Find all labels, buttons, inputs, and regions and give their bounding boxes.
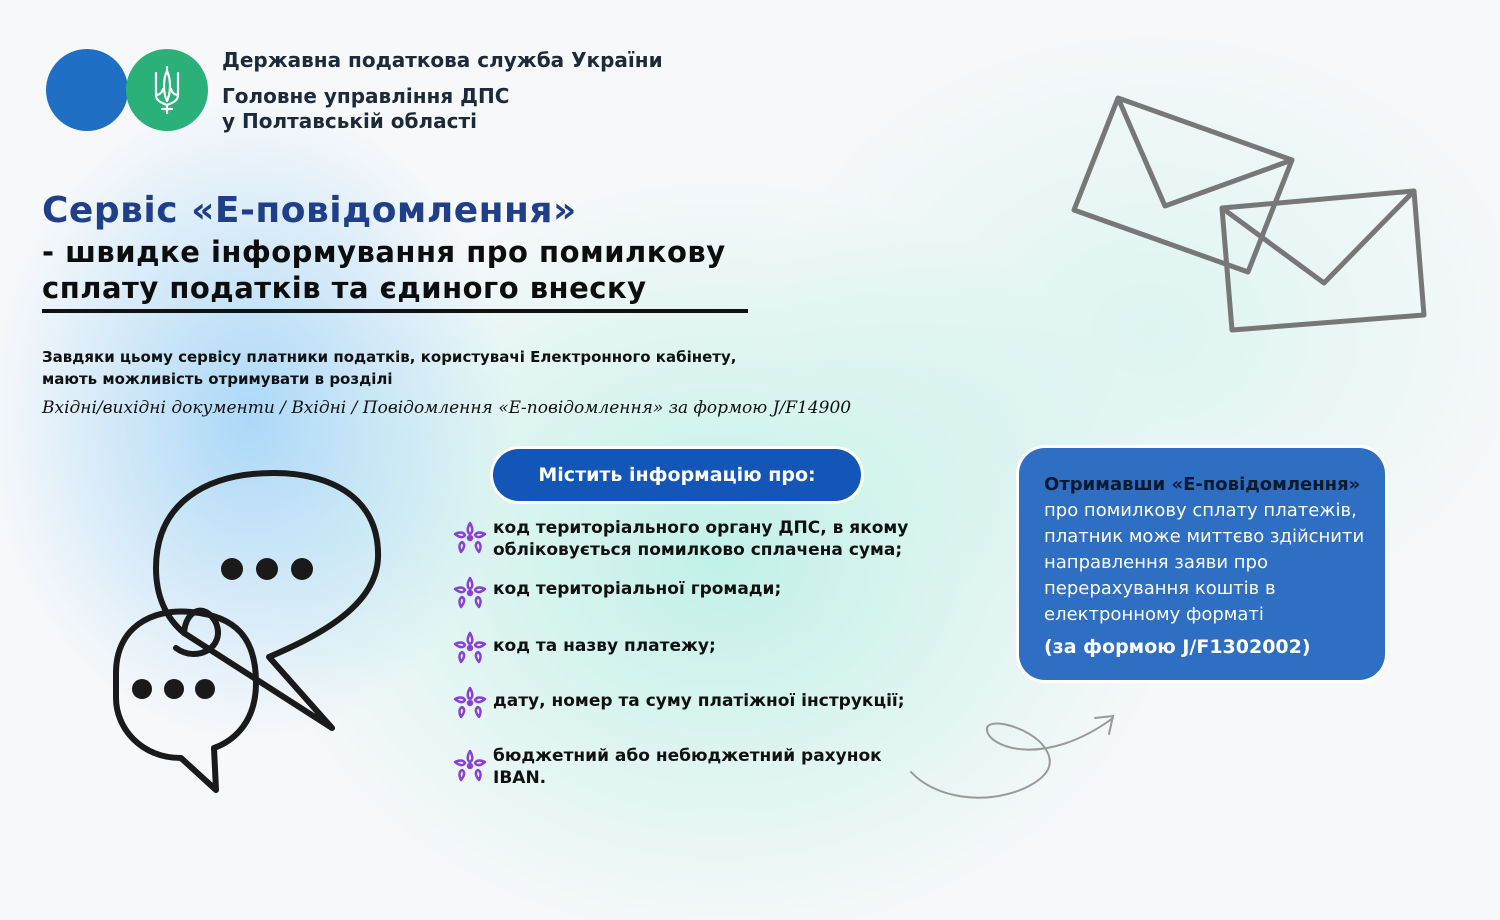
curly-arrow-icon <box>905 708 1125 808</box>
trident-icon <box>126 49 208 131</box>
org-name: Державна податкова служба України <box>222 48 663 72</box>
item-line: дату, номер та суму платіжної інструкції; <box>493 691 905 711</box>
contains-info-label: Містить інформацію про: <box>493 449 861 501</box>
info-box-line: перерахування коштів в <box>1044 578 1276 599</box>
info-box <box>1019 448 1385 680</box>
info-box-line: електронному форматі <box>1044 604 1264 625</box>
flower-bullet-icon <box>452 685 488 721</box>
chat-bubbles-icon <box>96 458 386 794</box>
info-box-line: платник може миттєво здійснити <box>1044 526 1365 547</box>
info-box-heading: Отримавши «Е-повідомлення» <box>1044 474 1361 495</box>
info-box-form-code: (за формою J/F1302002) <box>1044 636 1311 658</box>
item-line: бюджетний або небюджетний рахунок <box>493 746 882 766</box>
subtitle-line2: сплату податків та єдиного внеску <box>42 271 647 305</box>
list-item <box>493 690 905 712</box>
logo-blue-circle <box>46 49 128 131</box>
list-item <box>493 745 882 789</box>
envelope-icon <box>1060 88 1440 338</box>
item-line: код територіальної громади; <box>493 579 782 599</box>
item-line: код територіального органу ДПС, в якому <box>493 518 909 538</box>
item-line: IBAN. <box>493 768 547 788</box>
item-line: обліковується помилково сплачена сума; <box>493 540 903 560</box>
title-underline <box>42 309 748 313</box>
flower-bullet-icon <box>452 748 488 784</box>
flower-bullet-icon <box>452 630 488 666</box>
list-item <box>493 635 716 657</box>
document-path: Вхідні/вихідні документи / Вхідні / Повідомлення «Е-повідомлення» за формою J/F14900 <box>42 398 852 418</box>
page-title: Сервіс «Е-повідомлення» <box>42 190 577 231</box>
org-region: у Полтавській області <box>222 109 477 133</box>
flower-bullet-icon <box>452 575 488 611</box>
flower-bullet-icon <box>452 520 488 556</box>
intro-line2: мають можливість отримувати в розділі <box>42 370 393 388</box>
list-item <box>493 517 908 561</box>
item-line: код та назву платежу; <box>493 636 716 656</box>
info-box-line: направлення заяви про <box>1044 552 1268 573</box>
intro-line1: Завдяки цьому сервісу платники податків, користувачі Електронного кабінету, <box>42 348 737 366</box>
list-item <box>493 578 781 600</box>
subtitle-line1: - швидке інформування про помилкову <box>42 235 726 269</box>
org-subdivision: Головне управління ДПС <box>222 84 510 108</box>
info-box-line: про помилкову сплату платежів, <box>1044 500 1357 521</box>
